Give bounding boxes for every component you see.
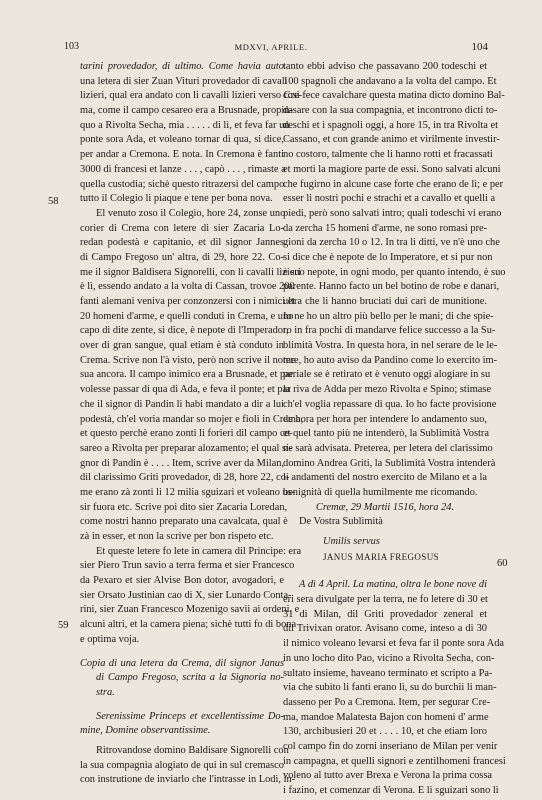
text-line: esser li nostri pochi e strachi et a cavallo et quelli a <box>283 193 496 205</box>
text-line: Copia di una letera da Crema, dil signor Janus <box>80 657 284 669</box>
text-line: Et queste letere fo lete in camera dil Principe: era <box>96 545 302 557</box>
margin-number-60: 60 <box>497 558 508 569</box>
text-line: piedi, però sono salvati intro; quali todeschi vi erano <box>283 207 502 219</box>
text-line: Crema. Scrive non l'à visto, però non scrive il nome <box>80 354 296 366</box>
text-line: come nostri hanno preparato una cavalcata, qual è <box>80 516 288 528</box>
text-line: periale se è retirato et è venuto oggi alogiare in su <box>283 369 491 381</box>
text-line: et morti la magiore parte de essi. Sono salvati alcuni <box>283 163 501 175</box>
text-line: de hora per hora per intendere lo andamento suo, <box>283 413 487 425</box>
text-line: 130, archibusieri 20 et . . . . 10, et che etiam loro <box>283 726 487 738</box>
running-title: MDXVI, APRILE. <box>234 42 308 52</box>
text-line: via che subito li fanti erano lì, su do burchii li man- <box>283 682 497 694</box>
text-line: et quel tanto più ne intenderò, la Sublimità Vostra <box>283 428 489 440</box>
text-line: col campo fin do zorni inseriano de Milan per venir <box>283 740 498 752</box>
text-line: ma, come il campo cesareo era a Brusnade, propin- <box>80 105 293 117</box>
text-line: 20 homeni d'arme, e quelli conduti in Crema, e uno <box>80 310 294 322</box>
text-line: no costoro, talmente che li hanno rotti et fracassati <box>283 149 493 161</box>
text-line: A dì 4 April. La matina, oltra le bone nove di <box>299 579 487 591</box>
text-line: dasare con la sua compagnia, et incontrono dicti to- <box>283 105 498 117</box>
text-line: rini, sier Zuan Francesco Mozenigo savii ai ordeni, e <box>80 604 300 616</box>
text-line: da Pexaro et sier Alvise Bon dotor, avogadori, e <box>80 575 284 587</box>
paragraph-gap <box>80 648 284 657</box>
text-line: et questo perchè erano zonti li forieri dil campo ce- <box>80 428 293 440</box>
left-text-column <box>80 60 304 788</box>
page-number-right: 104 <box>471 41 488 53</box>
text-line: 100 spagnoli che andavano a la volta del campo. Et <box>283 75 497 87</box>
text-line: e optima voja. <box>80 633 140 645</box>
text-line: zà in esser, et non la scrive per bon rispeto etc. <box>80 531 274 542</box>
text-line: Ritrovandose domino Baldisare Signorelli con <box>96 744 289 756</box>
text-line: Io ne ho un altro più bello per le mani; di che spie- <box>283 310 494 322</box>
text-line: blimità Vostra. In questa hora, in nel serare de le le- <box>283 340 498 352</box>
text-line: quo a Rivolta Secha, mia . . . . . di lì, et feva far un <box>80 119 290 131</box>
text-line: per andar a Cremona. E nota. In Cremona è fanti <box>80 149 284 161</box>
text-line: che il signor di Pandin li habi mandato a dir a lui <box>80 398 284 410</box>
text-line: Serenissime Princeps et excellentissime Do- <box>96 710 284 722</box>
text-line: 3000 di francesi et lanze . . . , capò . . . , rimaste a <box>80 163 286 175</box>
text-line: Cassano, et con grande animo et virilmente investir- <box>283 134 500 146</box>
text-line: che fugirno in alcune case forte che erano de lì; e per <box>283 178 504 190</box>
text-line: 31 di Milan, dil Griti provedador zeneral et <box>283 608 487 620</box>
text-line: in campagna, et quelli signori e zentilhomeni francesi <box>283 755 506 767</box>
text-line: è lì, essendo andato a la volta di Cassan, trovoe 200 <box>80 281 295 293</box>
text-line: sua ancora. Il campo inimico era a Brusnade, et par <box>80 369 294 381</box>
text-line: i fazino, et comenzar di Verona. E li sguizari sono lì <box>283 785 499 796</box>
margin-number-59: 59 <box>58 620 69 631</box>
text-line: dil clarissimo Griti provedador, di 28, hore 22, co- <box>80 472 290 484</box>
text-line: De Vostra Sublimità <box>299 516 383 528</box>
text-line: sir fuora etc. Scrive poi dito sier Zacaria Loredan, <box>80 501 288 513</box>
text-line: sultato insieme, haveano terminato et scripto a Pa- <box>283 667 493 679</box>
text-line: volesse passar di qua di Ada, e feva il ponte; et par <box>80 384 291 396</box>
paragraph-gap <box>80 701 284 710</box>
text-line: me il signor Baldisera Signorelli, con li cavalli lizieri <box>80 266 301 278</box>
text-line: stra. <box>96 686 115 698</box>
text-line: over di gran sangue, qual etiam è stà conduto in <box>80 340 284 352</box>
text-line: tere, ho auto aviso da Pandino come lo exercito im- <box>283 354 498 366</box>
text-line: li andamenti del nostro exercito de Milano et a la <box>283 472 487 484</box>
text-line: mine, Domine observantissime. <box>80 725 211 737</box>
text-line: di Campo Fregoso un' altra, di 29, hore 22. Co- <box>80 251 284 263</box>
text-line: ne sarà advisata. Preterea, per letera del clarissimo <box>283 442 493 454</box>
text-line: El venuto zoso il Colegio, hore 24, zonse uno <box>96 207 286 219</box>
text-line: me erano zà zonti li 12 milia sguizari et voleano us- <box>80 486 296 498</box>
text-line: con instrutione de inviarlo che l'intrasse in Lodi, in- <box>80 774 296 786</box>
text-line: una letera di sier Zuan Vituri provedador di cavali <box>80 75 288 87</box>
text-line: in uno locho dito Pao, vicino a Rivolta Secha, con- <box>283 652 495 664</box>
text-line: la sua compagnia alogiato de qui in sul cremasco <box>80 759 284 771</box>
text-line: lizieri, qual era andato con li cavalli lizieri verso Cre- <box>80 90 303 102</box>
text-line: il nimico voleano levarsi et feva far il ponte sora Ada <box>283 638 505 650</box>
text-line: eri sera divulgate per la terra, ne fo letere di 30 et <box>283 594 488 606</box>
text-line: gnor di Pandin è . . . . Item, scrive aver da Milan, <box>80 457 284 469</box>
text-line: la riva de Adda per mezo Rivolta e Spino; stimase <box>283 384 492 396</box>
text-line: deschi et i spagnoli oggi, a hore 15, in tra Rivolta et <box>283 119 498 131</box>
text-line: domino Andrea Griti, la Sublimità Vostra intenderà <box>283 457 496 469</box>
text-line: tanto ebbi adviso che passavano 200 todeschi et <box>283 61 487 72</box>
text-line: capo di dite zente, si dice, è nepote di l'Imperador, <box>80 325 289 337</box>
text-line: ro in fra pochi di mandarve felice successo a la Su- <box>283 325 496 337</box>
text-line: dil Trivixan orator. Avisano come, inteso a di 30 <box>283 623 487 635</box>
text-line: dasseno per Po a Cremona. Item, per segurar Cre- <box>283 696 491 708</box>
text-line: quella custodia; sichè questo ritrazersi del campo <box>80 178 285 190</box>
text-line: sier Piero Trun savio a terra ferma et sier Francesco <box>80 560 295 572</box>
text-line: così fece cavalchare questa matina dicto domino Bal- <box>283 90 505 102</box>
text-line: Umilis servus <box>323 536 380 547</box>
text-line: benignità di quella humilmente me ricomando. <box>283 486 478 498</box>
text-line: redan podestà e capitanio, et dil signor Jannes <box>80 237 284 249</box>
page-number-left: 103 <box>64 41 79 52</box>
text-line: di Campo Fregoso, scrita a la Signoria no- <box>96 672 284 684</box>
paragraph-gap <box>283 564 487 573</box>
text-line: ponte sora Ada, et voleano tornar di qua, si dice, <box>80 134 284 146</box>
text-line: Cremæ, 29 Martii 1516, hora 24. <box>315 501 455 513</box>
text-line: tarini provedador, di ultimo. Come havia auto <box>80 61 284 72</box>
text-line: è suo nepote, in ogni modo, per quanto intendo, è suo <box>283 266 506 278</box>
text-line: tutto il Colegio li piaque e tene per bona nova. <box>80 193 273 205</box>
margin-number-58: 58 <box>48 196 59 207</box>
text-line: JANUS MARIA FREGOSUS <box>323 551 440 562</box>
text-line: voleno al tutto aver Brexa e Verona la prima cossa <box>283 770 492 782</box>
text-line: sareo a Rivolta per preparar alozamento; el qual si- <box>80 442 293 454</box>
text-line: podestà, ch'el voria mandar so mojer e fioli in Crema, <box>80 413 304 425</box>
text-line: parente. Hanno facto un bel botino de robe e danari, <box>283 281 500 293</box>
text-line: corier di Crema con letere di sier Zacaria Lo- <box>80 222 284 234</box>
text-line: da zercha 15 homeni d'arme, ne sono romasi pre- <box>283 222 488 234</box>
text-line: ultra che li hanno bruciati dui cari de munitione. <box>283 296 487 307</box>
text-line: sier Orsato Justinian cao di X, sier Lunardo Conta- <box>80 589 292 601</box>
text-line: alcuni altri, et la camera piena; sichè tutti fo di bona <box>80 619 297 631</box>
text-line: si dice che è nepote de lo Imperatore, et si pur non <box>283 251 493 263</box>
text-line: ch'el voglia repassare di qua. Io ho facte provisione <box>283 398 497 410</box>
text-line: ma, mandoe Malatesta Bajon con homeni d' arme <box>283 711 489 723</box>
text-line: fanti alemani veniva per conzonzersi con i nimici et <box>80 296 296 307</box>
text-line: gioni da zercha 10 o 12. In tra li ditti, ve n'è uno che <box>283 237 500 249</box>
